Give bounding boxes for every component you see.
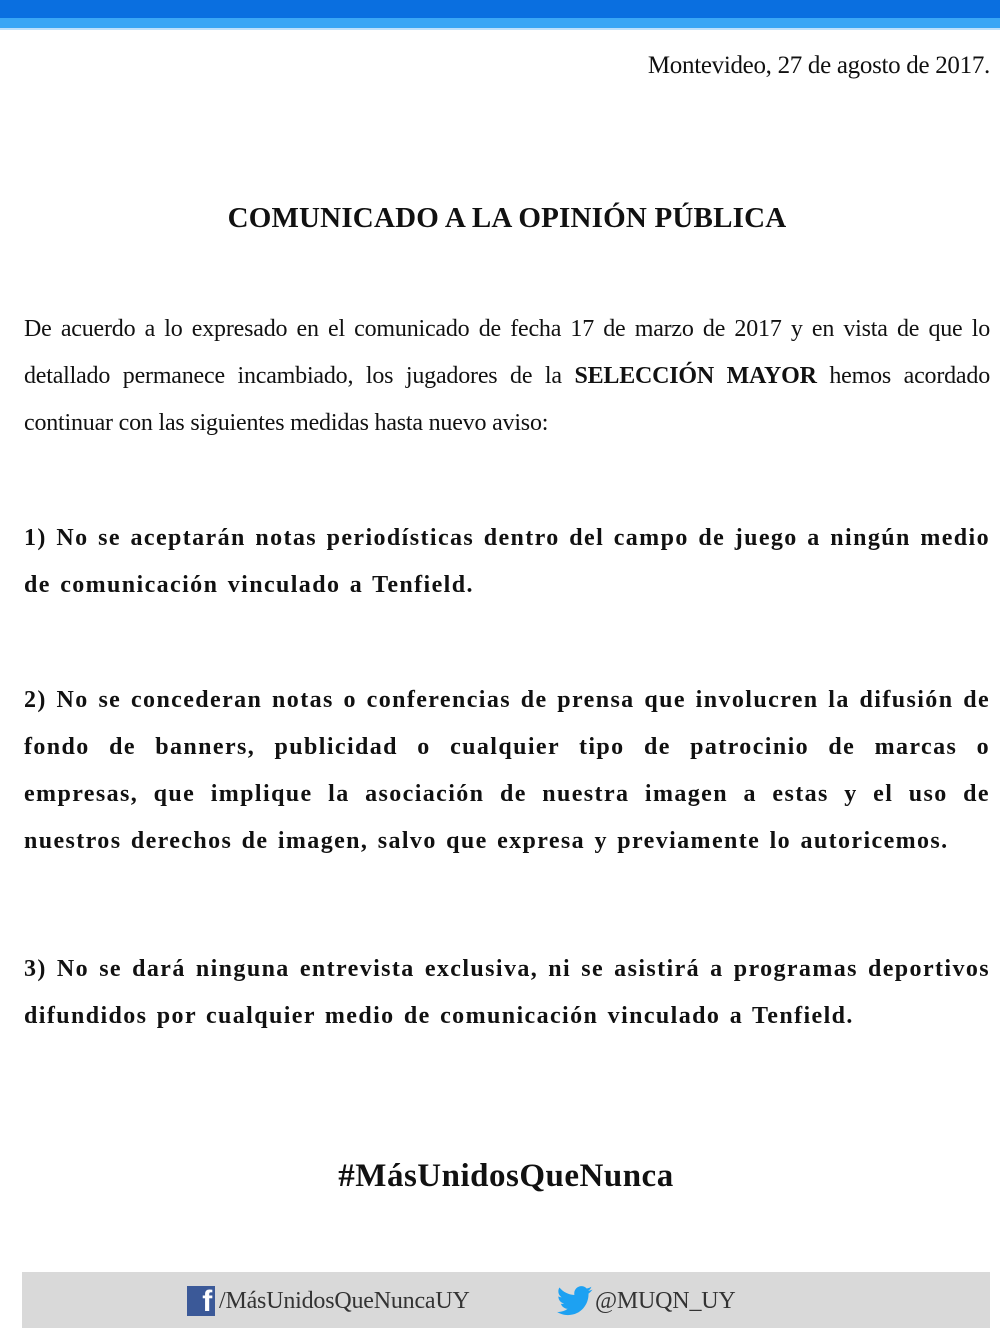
- intro-text-part1: De acuerdo a lo expresado en el comunicado de fecha 17 de marzo de 2017 y en vista de que lo detallado permanece incambiado, los jugadores de la: [24, 316, 990, 389]
- top-banner-edge: [0, 28, 1000, 30]
- intro-text-part2: hemos acordado continuar con las siguientes medidas hasta nuevo aviso:: [24, 363, 990, 436]
- twitter-handle: @MUQN_UY: [595, 1287, 736, 1314]
- measure-1: 1) No se aceptarán notas periodísticas dentro del campo de juego a ningún medio de comunicación vinculado a Tenfield.: [24, 525, 990, 598]
- twitter-icon: [557, 1286, 593, 1316]
- social-footer: [22, 1272, 990, 1328]
- twitter-link[interactable]: [557, 1286, 736, 1316]
- intro-bold-team: SELECCIÓN MAYOR: [574, 363, 817, 389]
- facebook-handle: /MásUnidosQueNuncaUY: [219, 1287, 470, 1314]
- hashtag: #MásUnidosQueNunca: [338, 1158, 674, 1194]
- facebook-icon: f: [187, 1286, 215, 1316]
- date-line: Montevideo, 27 de agosto de 2017.: [647, 52, 990, 79]
- measure-3: 3) No se dará ninguna entrevista exclusiva, ni se asistirá a programas deportivos difundidos por cualquier medio de comunicación vinculado a Tenfield.: [24, 956, 990, 1029]
- intro-paragraph: [24, 306, 990, 447]
- measure-2: 2) No se concederan notas o conferencias de prensa que involucren la difusión de fondo de banners, publicidad o cualquier tipo de patrocinio de marcas o empresas, que implique la asociación de nuestra imagen a estas y el uso de nuestros derechos de imagen, salvo que expresa y previamente lo autoricemos.: [24, 687, 990, 854]
- facebook-link[interactable]: [187, 1286, 470, 1316]
- top-banner: [0, 0, 1000, 30]
- document-title: COMUNICADO A LA OPINIÓN PÚBLICA: [227, 202, 787, 234]
- top-banner-light-stripe: [0, 18, 1000, 28]
- top-banner-dark-stripe: [0, 0, 1000, 18]
